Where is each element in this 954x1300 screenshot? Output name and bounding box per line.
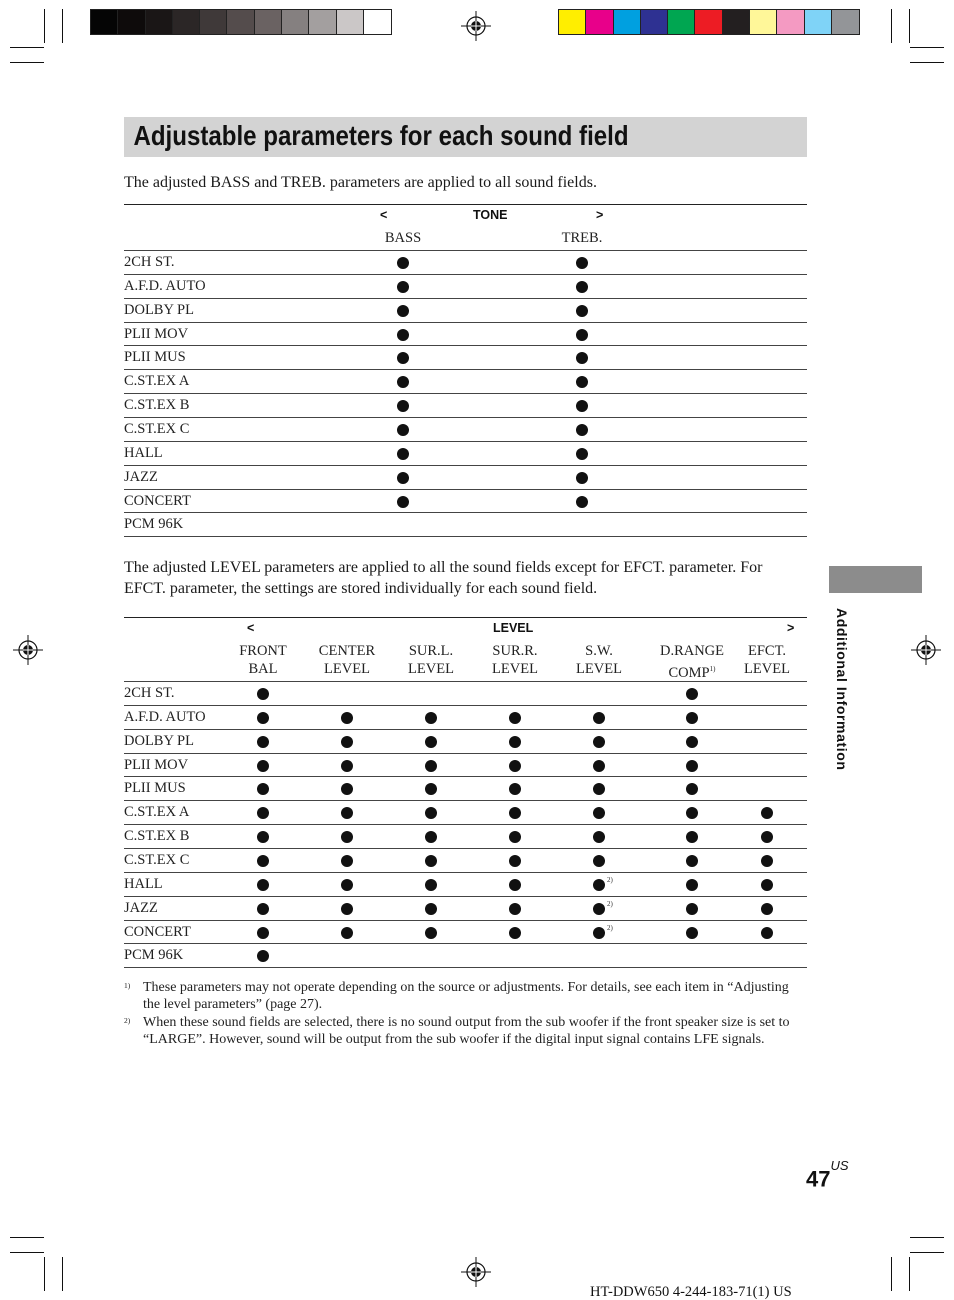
supported-dot-icon bbox=[425, 783, 437, 795]
level-column-header-line2-text: LEVEL bbox=[408, 661, 454, 677]
sound-field-name: PLII MUS bbox=[124, 780, 186, 797]
page-number-value: 47 bbox=[806, 1166, 831, 1192]
supported-dot-icon bbox=[576, 496, 588, 508]
supported-dot-icon bbox=[341, 831, 353, 843]
supported-dot-icon bbox=[397, 472, 409, 484]
level-column-header-line1: S.W. bbox=[585, 643, 613, 659]
supported-dot-icon bbox=[425, 855, 437, 867]
page-title: Adjustable parameters for each sound field bbox=[133, 120, 629, 151]
supported-dot-icon bbox=[576, 472, 588, 484]
sound-field-name: CONCERT bbox=[124, 492, 191, 509]
table-bottom-rule bbox=[124, 536, 807, 537]
table-row bbox=[124, 943, 807, 967]
supported-dot-icon bbox=[257, 783, 269, 795]
supported-dot-icon bbox=[761, 855, 773, 867]
tone-group-label: TONE bbox=[473, 208, 508, 222]
chapter-side-label bbox=[832, 608, 852, 808]
table-row bbox=[124, 776, 807, 800]
footnote-reference: 2) bbox=[607, 899, 613, 908]
supported-dot-icon bbox=[257, 879, 269, 891]
supported-dot-icon bbox=[425, 736, 437, 748]
supported-dot-icon bbox=[509, 831, 521, 843]
gray-swatch bbox=[255, 10, 282, 34]
supported-dot-icon bbox=[761, 879, 773, 891]
level-column-header-line2 bbox=[650, 660, 734, 682]
table-row bbox=[124, 872, 807, 896]
registration-target-icon bbox=[911, 635, 941, 665]
supported-dot-icon bbox=[341, 783, 353, 795]
color-swatch bbox=[777, 10, 804, 34]
registration-target-icon bbox=[461, 1257, 491, 1287]
supported-dot-icon bbox=[686, 831, 698, 843]
supported-dot-icon bbox=[341, 855, 353, 867]
supported-dot-icon bbox=[593, 712, 605, 724]
sound-field-name: PCM 96K bbox=[124, 516, 184, 533]
gray-swatch bbox=[227, 10, 254, 34]
level-column-header-line2-text: COMP bbox=[668, 664, 710, 681]
color-swatch bbox=[695, 10, 722, 34]
level-group-label: LEVEL bbox=[493, 621, 534, 635]
level-column-header-line1: CENTER bbox=[318, 643, 376, 659]
table-row bbox=[124, 920, 807, 944]
supported-dot-icon bbox=[593, 760, 605, 772]
supported-dot-icon bbox=[257, 831, 269, 843]
level-column-header-line2 bbox=[725, 660, 809, 678]
footnote-text: These parameters may not operate depending on the source or adjustments. For details, see each item in “Adjusting the level parameters” (page 27). bbox=[143, 980, 789, 1012]
table-row bbox=[124, 417, 807, 441]
level-column-header-line1: D.RANGE bbox=[659, 643, 725, 659]
level-column-header-line1: SUR.R. bbox=[492, 643, 538, 659]
footnote-text: When these sound fields are selected, there is no sound output from the sub woofer if the front speaker size is set to “LARGE”. However, sound will be output from the sub woofer if the digital input signal contains LFE signals. bbox=[143, 1015, 790, 1047]
sound-field-name: DOLBY PL bbox=[124, 301, 194, 318]
crop-mark bbox=[910, 47, 944, 48]
table-row bbox=[124, 298, 807, 322]
table-row bbox=[124, 369, 807, 393]
supported-dot-icon bbox=[341, 736, 353, 748]
color-swatch bbox=[805, 10, 832, 34]
table-row bbox=[124, 274, 807, 298]
sound-field-name: PLII MOV bbox=[124, 756, 189, 773]
supported-dot-icon bbox=[257, 903, 269, 915]
sound-field-name: A.F.D. AUTO bbox=[124, 708, 206, 725]
level-column-header-line2-text: LEVEL bbox=[744, 661, 790, 677]
supported-dot-icon bbox=[576, 400, 588, 412]
crop-mark bbox=[62, 1257, 63, 1291]
supported-dot-icon bbox=[341, 807, 353, 819]
supported-dot-icon bbox=[593, 807, 605, 819]
table-row bbox=[124, 393, 807, 417]
supported-dot-icon bbox=[341, 879, 353, 891]
supported-dot-icon bbox=[686, 807, 698, 819]
supported-dot-icon bbox=[397, 257, 409, 269]
supported-dot-icon bbox=[576, 352, 588, 364]
crop-mark bbox=[10, 1237, 44, 1238]
crop-mark bbox=[62, 9, 63, 43]
crop-mark bbox=[891, 1257, 892, 1291]
table-row bbox=[124, 489, 807, 513]
table-row bbox=[124, 441, 807, 465]
crop-mark bbox=[891, 9, 892, 43]
supported-dot-icon bbox=[686, 903, 698, 915]
color-swatch bbox=[614, 10, 641, 34]
table-row bbox=[124, 322, 807, 346]
color-swatch bbox=[723, 10, 750, 34]
sound-field-name: CONCERT bbox=[124, 923, 191, 940]
supported-dot-icon bbox=[593, 855, 605, 867]
table-row bbox=[124, 250, 807, 274]
supported-dot-icon bbox=[593, 875, 613, 891]
supported-dot-icon bbox=[425, 903, 437, 915]
crop-mark bbox=[10, 62, 44, 63]
supported-dot-icon bbox=[761, 903, 773, 915]
supported-dot-icon bbox=[761, 807, 773, 819]
supported-dot-icon bbox=[397, 305, 409, 317]
supported-dot-icon bbox=[425, 879, 437, 891]
color-swatch bbox=[559, 10, 586, 34]
sound-field-name: PCM 96K bbox=[124, 947, 184, 964]
supported-dot-icon bbox=[509, 855, 521, 867]
gray-swatch bbox=[282, 10, 309, 34]
sound-field-name: PLII MUS bbox=[124, 349, 186, 366]
crop-mark bbox=[910, 1237, 944, 1238]
supported-dot-icon bbox=[686, 927, 698, 939]
supported-dot-icon bbox=[397, 496, 409, 508]
level-column-header-line2-text: LEVEL bbox=[492, 661, 538, 677]
table-bottom-rule bbox=[124, 967, 807, 968]
supported-dot-icon bbox=[593, 736, 605, 748]
registration-target-icon bbox=[13, 635, 43, 665]
crop-mark bbox=[10, 47, 44, 48]
supported-dot-icon bbox=[509, 760, 521, 772]
footnote-1 bbox=[124, 979, 807, 1013]
supported-dot-icon bbox=[257, 736, 269, 748]
supported-dot-icon bbox=[686, 736, 698, 748]
supported-dot-icon bbox=[257, 950, 269, 962]
crop-mark bbox=[909, 9, 910, 43]
level-column-header-line1: FRONT bbox=[239, 643, 287, 659]
sound-field-name: HALL bbox=[124, 875, 163, 892]
level-column-header bbox=[473, 642, 557, 678]
sound-field-name: HALL bbox=[124, 444, 163, 461]
supported-dot-icon bbox=[425, 831, 437, 843]
sound-field-name: JAZZ bbox=[124, 468, 158, 485]
gray-swatch bbox=[309, 10, 336, 34]
level-group-open-bracket: < bbox=[247, 621, 255, 635]
level-column-header-line1: EFCT. bbox=[748, 643, 786, 659]
footnote-reference: 1) bbox=[709, 665, 716, 673]
gray-swatch bbox=[337, 10, 364, 34]
table-row bbox=[124, 729, 807, 753]
crop-mark bbox=[44, 9, 45, 43]
supported-dot-icon bbox=[576, 329, 588, 341]
supported-dot-icon bbox=[593, 783, 605, 795]
level-column-header bbox=[725, 642, 809, 678]
supported-dot-icon bbox=[397, 424, 409, 436]
page-number-suffix: US bbox=[830, 1158, 849, 1173]
level-column-header bbox=[389, 642, 473, 678]
level-column-header-line2 bbox=[473, 660, 557, 678]
tone-group-open-bracket: < bbox=[380, 208, 388, 222]
tone-parameters-table bbox=[124, 204, 807, 533]
footnote-marker: 1) bbox=[124, 981, 131, 990]
chapter-tab bbox=[829, 566, 922, 593]
tone-column-header: BASS bbox=[384, 230, 422, 246]
registration-target-icon bbox=[461, 11, 491, 41]
supported-dot-icon bbox=[686, 855, 698, 867]
crop-mark bbox=[10, 1252, 44, 1253]
supported-dot-icon bbox=[686, 712, 698, 724]
supported-dot-icon bbox=[257, 712, 269, 724]
footnote-reference: 2) bbox=[607, 875, 613, 884]
tone-column-header: TREB. bbox=[561, 230, 603, 246]
supported-dot-icon bbox=[425, 807, 437, 819]
level-column-header bbox=[557, 642, 641, 678]
supported-dot-icon bbox=[576, 257, 588, 269]
supported-dot-icon bbox=[341, 760, 353, 772]
level-column-header-line2-text: BAL bbox=[248, 661, 278, 677]
sound-field-name: C.ST.EX C bbox=[124, 420, 190, 437]
level-parameters-table bbox=[124, 617, 807, 969]
crop-mark bbox=[910, 1252, 944, 1253]
supported-dot-icon bbox=[593, 923, 613, 939]
level-group-close-bracket: > bbox=[787, 621, 795, 635]
color-swatch bbox=[586, 10, 613, 34]
supported-dot-icon bbox=[509, 736, 521, 748]
tone-intro-text: The adjusted BASS and TREB. parameters are applied to all sound fields. bbox=[124, 174, 597, 191]
color-swatch bbox=[668, 10, 695, 34]
supported-dot-icon bbox=[397, 400, 409, 412]
gray-swatch bbox=[91, 10, 118, 34]
sound-field-name: A.F.D. AUTO bbox=[124, 277, 206, 294]
footnote-2 bbox=[124, 1014, 807, 1048]
table-row bbox=[124, 824, 807, 848]
supported-dot-icon bbox=[509, 903, 521, 915]
section-title-bar bbox=[124, 117, 807, 157]
supported-dot-icon bbox=[576, 376, 588, 388]
gray-swatch bbox=[200, 10, 227, 34]
sound-field-name: C.ST.EX B bbox=[124, 397, 190, 414]
sound-field-name: C.ST.EX A bbox=[124, 804, 190, 821]
supported-dot-icon bbox=[425, 927, 437, 939]
process-color-bar bbox=[558, 9, 860, 35]
supported-dot-icon bbox=[509, 927, 521, 939]
supported-dot-icon bbox=[686, 879, 698, 891]
table-row bbox=[124, 345, 807, 369]
supported-dot-icon bbox=[425, 760, 437, 772]
table-row bbox=[124, 848, 807, 872]
sound-field-name: 2CH ST. bbox=[124, 254, 175, 270]
sound-field-name: C.ST.EX A bbox=[124, 373, 190, 390]
table-row bbox=[124, 681, 807, 705]
level-column-header bbox=[305, 642, 389, 678]
supported-dot-icon bbox=[686, 688, 698, 700]
sound-field-name: PLII MOV bbox=[124, 325, 189, 342]
supported-dot-icon bbox=[257, 855, 269, 867]
level-column-header bbox=[650, 642, 734, 682]
sound-field-name: 2CH ST. bbox=[124, 685, 175, 701]
crop-mark bbox=[44, 1257, 45, 1291]
supported-dot-icon bbox=[593, 831, 605, 843]
footnote-reference: 2) bbox=[607, 923, 613, 932]
chapter-side-label-text: Additional Information bbox=[834, 608, 850, 771]
supported-dot-icon bbox=[509, 783, 521, 795]
page-number bbox=[806, 1158, 849, 1192]
table-row bbox=[124, 705, 807, 729]
gray-swatch bbox=[118, 10, 145, 34]
grayscale-color-bar bbox=[90, 9, 392, 35]
level-column-header-line2-text: LEVEL bbox=[324, 661, 370, 677]
table-row bbox=[124, 512, 807, 536]
supported-dot-icon bbox=[509, 712, 521, 724]
gray-swatch bbox=[173, 10, 200, 34]
supported-dot-icon bbox=[761, 927, 773, 939]
sound-field-name: DOLBY PL bbox=[124, 732, 194, 749]
table-row bbox=[124, 800, 807, 824]
supported-dot-icon bbox=[576, 281, 588, 293]
level-column-header-line2-text: LEVEL bbox=[576, 661, 622, 677]
supported-dot-icon bbox=[761, 831, 773, 843]
supported-dot-icon bbox=[341, 712, 353, 724]
level-column-header bbox=[221, 642, 305, 678]
model-code-line: HT-DDW650 4-244-183-71(1) US bbox=[590, 1284, 792, 1300]
table-row bbox=[124, 465, 807, 489]
supported-dot-icon bbox=[397, 329, 409, 341]
supported-dot-icon bbox=[593, 899, 613, 915]
supported-dot-icon bbox=[425, 712, 437, 724]
color-swatch bbox=[750, 10, 777, 34]
supported-dot-icon bbox=[397, 376, 409, 388]
supported-dot-icon bbox=[576, 448, 588, 460]
gray-swatch bbox=[364, 10, 391, 34]
supported-dot-icon bbox=[576, 305, 588, 317]
supported-dot-icon bbox=[509, 879, 521, 891]
gray-swatch bbox=[146, 10, 173, 34]
level-column-header-line2 bbox=[389, 660, 473, 678]
supported-dot-icon bbox=[397, 352, 409, 364]
sound-field-name: C.ST.EX C bbox=[124, 851, 190, 868]
supported-dot-icon bbox=[341, 927, 353, 939]
level-column-header-line2 bbox=[305, 660, 389, 678]
supported-dot-icon bbox=[257, 807, 269, 819]
crop-mark bbox=[910, 62, 944, 63]
level-column-header-line2 bbox=[557, 660, 641, 678]
supported-dot-icon bbox=[576, 424, 588, 436]
sound-field-name: C.ST.EX B bbox=[124, 828, 190, 845]
tone-group-close-bracket: > bbox=[596, 208, 604, 222]
level-column-header-line2 bbox=[221, 660, 305, 678]
supported-dot-icon bbox=[257, 688, 269, 700]
supported-dot-icon bbox=[257, 927, 269, 939]
supported-dot-icon bbox=[397, 281, 409, 293]
supported-dot-icon bbox=[341, 903, 353, 915]
level-intro-text: The adjusted LEVEL parameters are applied to all the sound fields except for EFCT. parameter. For EFCT. parameter, the settings are stored individually for each sound field. bbox=[124, 559, 763, 597]
supported-dot-icon bbox=[686, 783, 698, 795]
footnote-marker: 2) bbox=[124, 1016, 131, 1025]
crop-mark bbox=[909, 1257, 910, 1291]
sound-field-name: JAZZ bbox=[124, 899, 158, 916]
supported-dot-icon bbox=[686, 760, 698, 772]
color-swatch bbox=[641, 10, 668, 34]
table-row bbox=[124, 753, 807, 777]
supported-dot-icon bbox=[257, 760, 269, 772]
color-swatch bbox=[832, 10, 859, 34]
supported-dot-icon bbox=[509, 807, 521, 819]
level-column-header-line1: SUR.L. bbox=[408, 643, 454, 659]
supported-dot-icon bbox=[397, 448, 409, 460]
table-row bbox=[124, 896, 807, 920]
